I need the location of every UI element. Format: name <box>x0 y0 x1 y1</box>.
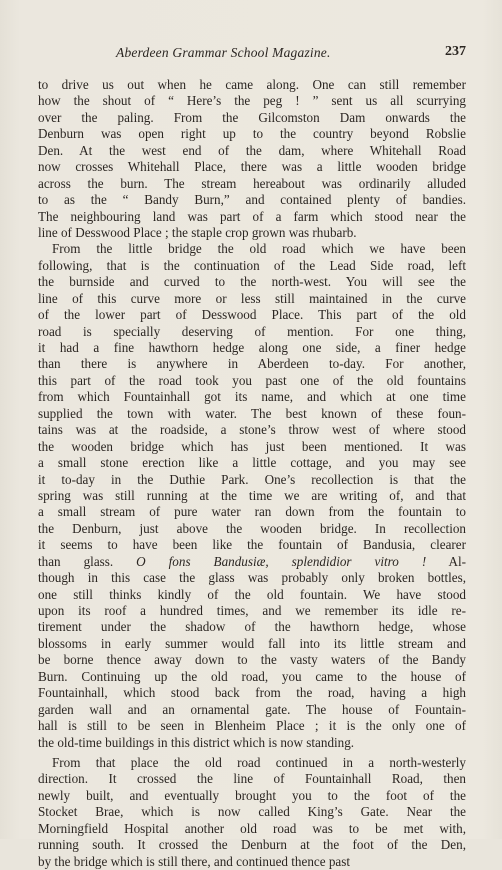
text-line: now crosses Whitehall Place, there was a little wooden bridge <box>38 159 466 175</box>
text-line: of the lower part of Desswood Place. This part of the old <box>38 307 466 323</box>
text-line: tirement under the shadow of the hawthorn hedge, whose <box>38 619 466 635</box>
text-line: Burn. Continuing up the old road, you came to the house of <box>38 668 466 684</box>
text-line: a small stone erection like a little cottage, and you may see <box>38 455 466 471</box>
text-line: the wooden bridge which has just been mentioned. It was <box>38 438 466 454</box>
page-number: 237 <box>445 44 466 59</box>
text-line: line of Desswood Place ; the staple crop grown was rhubarb. <box>38 224 357 240</box>
text-line: though in this case the glass was probably only broken bottles, <box>38 570 466 586</box>
text-line-latin-quote: than glass. O fons Bandusiæ, splendidior vitro ! Al- <box>38 553 466 569</box>
text-line: it had a fine hawthorn hedge along one side, a finer hedge <box>38 340 466 355</box>
text-line: running south. It crossed the Denburn at the foot of the Den, <box>38 837 466 853</box>
text-line: tains was at the roadside, a stone’s throw west of where stood <box>38 422 466 438</box>
paragraph-3 <box>38 755 466 870</box>
page-header <box>38 45 466 65</box>
text-line: Denburn was open right up to the country beyond Robslie <box>38 126 466 142</box>
text-line: Fountainhall, which stood back from the road, having a high <box>38 685 466 701</box>
text-line: a small stream of pure water ran down from the fountain to <box>38 504 466 520</box>
text-line: the old-time buildings in this district which is now standing. <box>38 734 355 750</box>
text-line: garden wall and an ornamental gate. The house of Fountain- <box>38 701 466 717</box>
text-line: supplied the town with water. The best known of these foun- <box>38 405 466 421</box>
body-text <box>38 77 466 870</box>
text-line: road is specially deserving of mention. For one thing, <box>38 323 466 339</box>
text-line: From the little bridge the old road which we have been <box>52 241 466 257</box>
text-line: how the shout of “ Here’s the peg ! ” sent us all scurrying <box>38 93 466 109</box>
text-line: direction. It crossed the line of Fountainhall Road, then <box>38 771 466 787</box>
text-line: newly built, and eventually brought you to the foot of the <box>38 787 466 803</box>
text-line: Morningfield Hospital another old road was to be met with, <box>38 820 466 836</box>
text-line: blossoms in early summer would fall into its little stream and <box>38 635 466 651</box>
text-line: the Denburn, just above the wooden bridge. In recollection <box>38 520 466 536</box>
text-line: line of this curve more or less still maintained in the curve <box>38 290 466 306</box>
text-line: From that place the old road continued in a north-westerly <box>52 754 466 770</box>
text-line: to as the “ Bandy Burn,” and contained plenty of bandies. <box>38 192 466 208</box>
text-line: by the bridge which is still there, and continued thence past <box>38 853 351 869</box>
text-line: spring was still running at the time we are writing of, and that <box>38 487 466 503</box>
text-line: the burnside and curved to the north-west. You will see the <box>38 274 466 290</box>
text-line: following, that is the continuation of the Lead Side road, left <box>38 257 466 273</box>
text-line: this part of the road took you past one of the old fountains <box>38 372 466 388</box>
text-line: Den. At the west end of the dam, where Whitehall Road <box>38 142 466 158</box>
paragraph-2 <box>38 241 466 751</box>
text-line: across the burn. The stream hereabout was ordinarily alluded <box>38 175 466 191</box>
text-line: from which Fountainhall got its name, and which at one time <box>38 389 466 405</box>
text-line: hall is still to be seen in Blenheim Place ; it is the only one of <box>38 718 466 734</box>
text-line: Stocket Brae, which is now called King’s Gate. Near the <box>38 804 466 820</box>
text-line: it to-day in the Duthie Park. One’s recollection is that the <box>38 471 466 487</box>
text-line: upon its roof a hundred times, and we remember its idle re- <box>38 603 466 618</box>
text-line: it seems to have been like the fountain of Bandusia, clearer <box>38 537 466 553</box>
text-line: than there is anywhere in Aberdeen to-day. For another, <box>38 356 466 372</box>
paragraph-1 <box>38 77 466 241</box>
text-line: one still thinks kindly of the old fountain. We have stood <box>38 586 466 602</box>
text-line: to drive us out when he came along. One can still remember <box>38 77 466 92</box>
text-line: The neighbouring land was part of a farm which stood near the <box>38 208 466 224</box>
running-title: Aberdeen Grammar School Magazine. <box>116 45 331 60</box>
text-line: over the paling. From the Gilcomston Dam onwards the <box>38 109 466 125</box>
text-line: be borne thence away down to the vasty waters of the Bandy <box>38 652 466 668</box>
